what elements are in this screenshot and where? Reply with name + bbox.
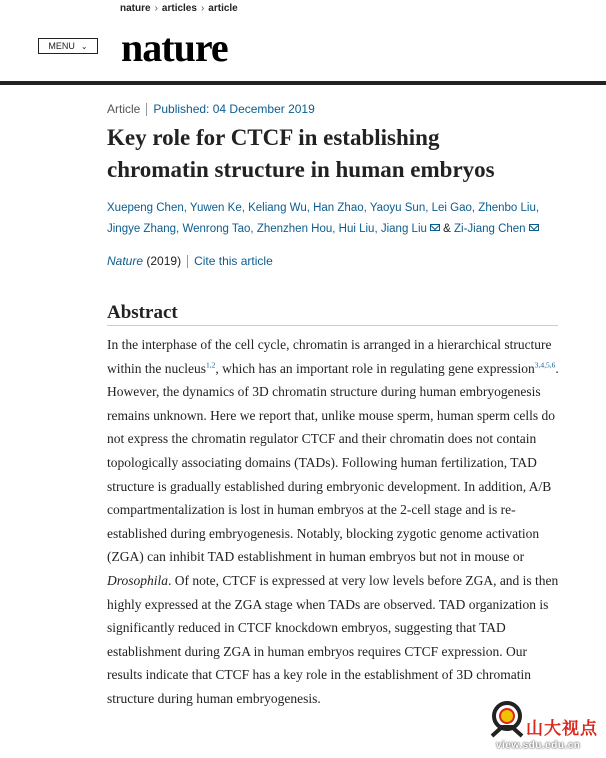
author-link[interactable]: Jingye Zhang bbox=[107, 223, 177, 235]
published-date: Published: 04 December 2019 bbox=[153, 102, 315, 116]
author-link[interactable]: Zhenzhen Hou bbox=[256, 223, 333, 235]
ampersand: & bbox=[443, 223, 451, 235]
section-divider bbox=[107, 325, 558, 326]
divider bbox=[146, 103, 147, 116]
watermark-chinese-text: 山大视点 bbox=[526, 719, 598, 738]
publication-year: (2019) bbox=[146, 254, 182, 268]
chevron-right-icon: › bbox=[154, 2, 158, 14]
author-link[interactable]: Wenrong Tao bbox=[182, 223, 251, 235]
nature-logo[interactable]: nature bbox=[121, 25, 228, 70]
title-line-1: Key role for CTCF in establishing bbox=[107, 125, 440, 150]
divider bbox=[187, 255, 188, 268]
chevron-right-icon: › bbox=[200, 2, 205, 14]
abstract-heading: Abstract bbox=[107, 302, 178, 323]
reference-link[interactable]: 3,4,5,6 bbox=[534, 360, 556, 370]
breadcrumb bbox=[120, 0, 238, 16]
reference-link[interactable]: 1,2 bbox=[205, 360, 216, 370]
author-link[interactable]: Zhenbo Liu bbox=[478, 202, 536, 214]
author-link[interactable]: Yuwen Ke bbox=[189, 202, 242, 214]
journal-name[interactable]: Nature bbox=[107, 254, 144, 268]
menu-button[interactable] bbox=[38, 38, 98, 54]
author-link[interactable]: Hui Liu bbox=[338, 223, 375, 235]
sdu-logo-icon bbox=[490, 700, 524, 740]
abstract-part: . However, the dynamics of 3D chromatin structure during human embryogenesis remains unknown. Here we report that, unlike mouse sperm, human sperm cells do not express the chromatin regulator CTCF and their chromatin does not contain topologically associating domains (TADs). Following human fertilization, TAD structure is gradually established during embryonic development. In addition, A/B compartmentalization is lost in human embryos at the 2-cell stage and is re-established during embryogenesis. Notably, blocking zygotic genome activation (ZGA) can inhibit TAD establishment in human embryos but not in mouse or bbox=[107, 360, 559, 565]
watermark-url: view.sdu.edu.cn bbox=[496, 740, 581, 751]
citation-line bbox=[107, 254, 273, 268]
abstract-part: In the interphase of the cell cycle, chromatin is arranged in a hierarchical structure within the nucleus bbox=[107, 337, 552, 376]
chevron-down-icon: ⌄ bbox=[80, 41, 88, 51]
title-line-2: chromatin structure in human embryos bbox=[107, 157, 495, 182]
article-meta bbox=[107, 102, 315, 116]
author-link[interactable]: Yaoyu Sun bbox=[369, 202, 426, 214]
author-link[interactable]: Han Zhao bbox=[313, 202, 364, 214]
article-title bbox=[107, 122, 567, 186]
watermark bbox=[486, 700, 606, 758]
cite-this-article-link[interactable]: Cite this article bbox=[194, 254, 273, 268]
author-link[interactable]: Keliang Wu bbox=[248, 202, 307, 214]
author-link[interactable]: Xuepeng Chen bbox=[107, 202, 184, 214]
breadcrumb-articles[interactable]: articles bbox=[161, 2, 197, 14]
menu-label: MENU bbox=[48, 41, 75, 51]
abstract-part: , which has an important role in regulating gene expression bbox=[215, 360, 535, 376]
header-divider bbox=[0, 81, 606, 85]
abstract-italic-term: Drosophila bbox=[107, 572, 169, 588]
author-link[interactable]: Lei Gao bbox=[431, 202, 472, 214]
author-list: Xuepeng Chen, Yuwen Ke, Keliang Wu, Han Zhao, Yaoyu Sun, Lei Gao, Zhenbo Liu, Jingye Zhang, Wenrong Tao, Zhenzhen Hou, Hui Liu, Jiang Liu & Zi-Jiang Chen bbox=[107, 202, 540, 235]
author-link[interactable]: Jiang Liu bbox=[380, 223, 427, 235]
email-icon[interactable] bbox=[529, 224, 539, 231]
email-icon[interactable] bbox=[430, 224, 440, 231]
abstract-text bbox=[107, 333, 559, 711]
article-type: Article bbox=[107, 102, 141, 116]
breadcrumb-article: article bbox=[208, 2, 238, 14]
breadcrumb-nature[interactable]: nature bbox=[120, 2, 151, 14]
author-link[interactable]: Zi-Jiang Chen bbox=[453, 223, 526, 235]
abstract-part: . Of note, CTCF is expressed at very low levels before ZGA, and is then highly expressed at the ZGA stage when TADs are observed. TAD organization is significantly reduced in CTCF knockdown embryos, suggesting that TAD establishment during ZGA in human embryos requires CTCF expression. Our results indicate that CTCF has a key role in the establishment of 3D chromatin structure during human embryogenesis. bbox=[107, 572, 559, 706]
